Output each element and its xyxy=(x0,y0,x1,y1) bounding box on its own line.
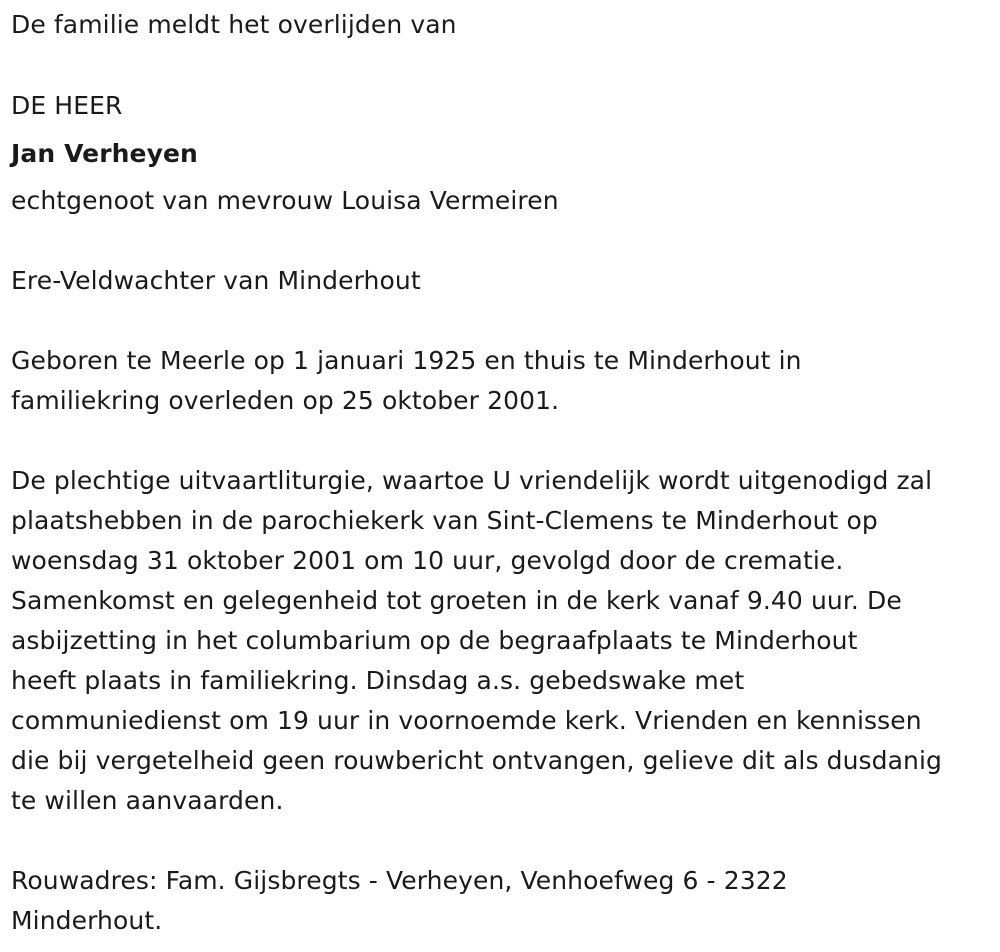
spouse-text: echtgenoot van mevrouw Louisa Vermeiren xyxy=(11,186,559,215)
funeral-line: asbijzetting in het columbarium op de begraafplaats te Minderhout xyxy=(11,626,858,655)
funeral-line: woensdag 31 oktober 2001 om 10 uur, gevolgd door de crematie. xyxy=(11,546,844,575)
role-text: Ere-Veldwachter van Minderhout xyxy=(11,266,421,295)
birth-death-line: Geboren te Meerle op 1 januari 1925 en thuis te Minderhout in xyxy=(11,346,802,375)
funeral-line: De plechtige uitvaartliturgie, waartoe U vriendelijk wordt uitgenodigd zal xyxy=(11,466,933,495)
funeral-line: Samenkomst en gelegenheid tot groeten in de kerk vanaf 9.40 uur. De xyxy=(11,586,902,615)
birth-death-line: familiekring overleden op 25 oktober 2001. xyxy=(11,386,560,415)
funeral-line: communiedienst om 19 uur in voornoemde kerk. Vrienden en kennissen xyxy=(11,706,922,735)
address-line: Minderhout. xyxy=(11,906,163,935)
address-line: Rouwadres: Fam. Gijsbregts - Verheyen, Venhoefweg 6 - 2322 xyxy=(11,866,788,895)
funeral-line: te willen aanvaarden. xyxy=(11,786,284,815)
funeral-line: heeft plaats in familiekring. Dinsdag a.s. gebedswake met xyxy=(11,666,745,695)
deceased-name: Jan Verheyen xyxy=(11,139,198,168)
honorific: DE HEER xyxy=(11,91,123,120)
funeral-line: plaatshebben in de parochiekerk van Sint-Clemens te Minderhout op xyxy=(11,506,878,535)
intro-text: De familie meldt het overlijden van xyxy=(11,10,457,39)
funeral-line: die bij vergetelheid geen rouwbericht ontvangen, gelieve dit als dusdanig xyxy=(11,746,943,775)
